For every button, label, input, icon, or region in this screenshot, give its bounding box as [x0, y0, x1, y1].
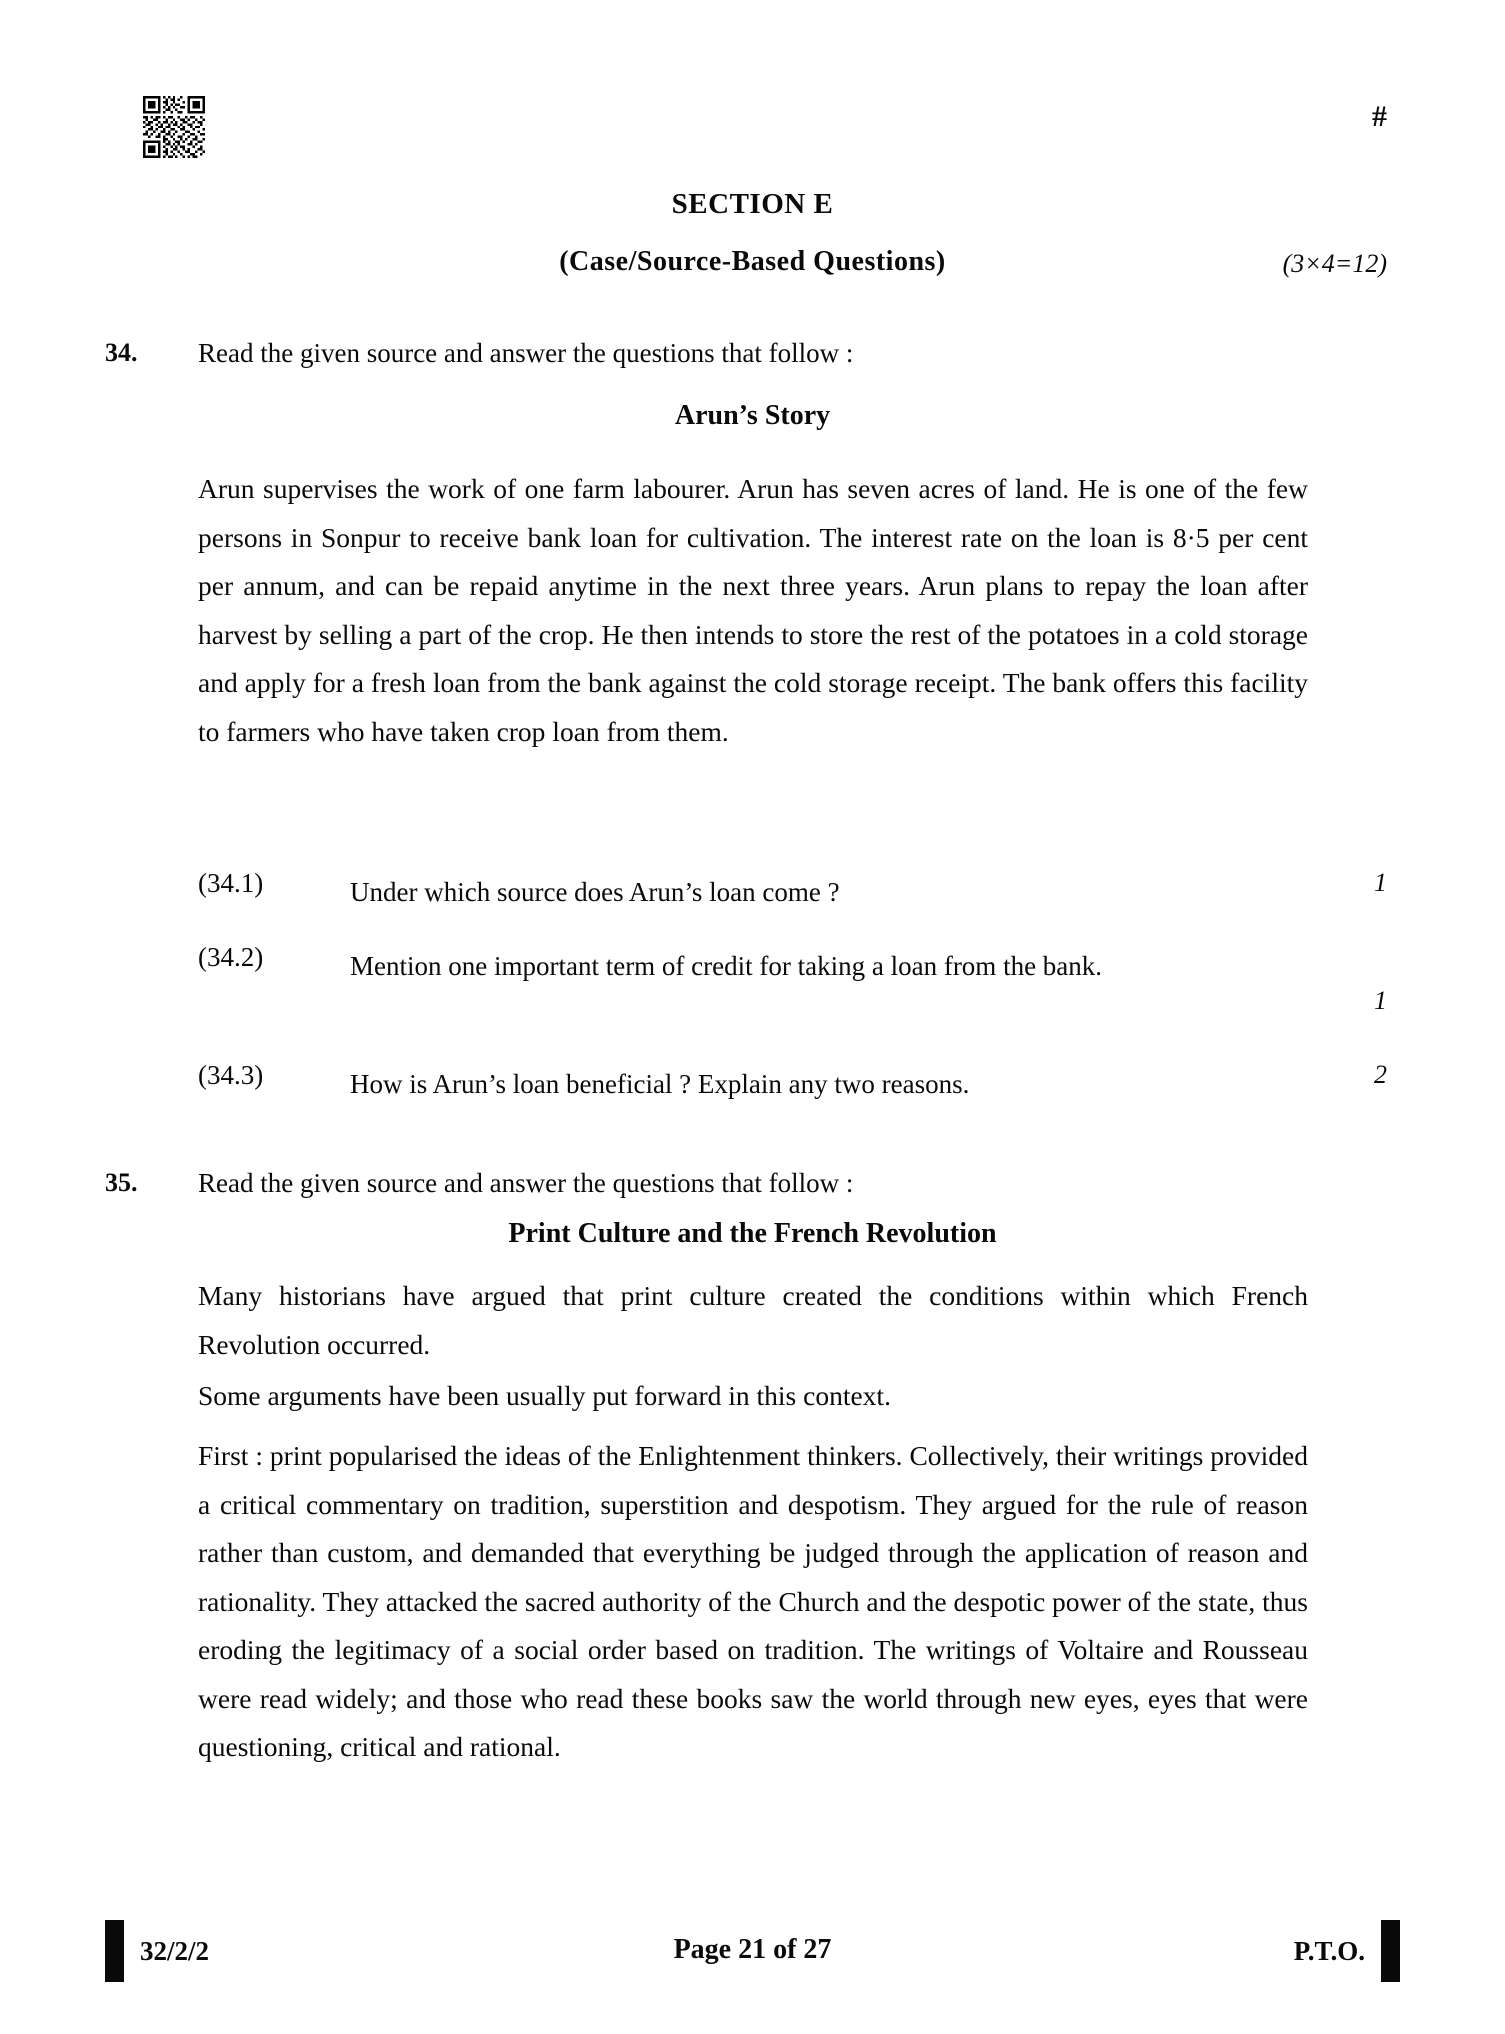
sub-question-34-1-marks: 1: [1374, 868, 1387, 897]
sub-question-34-1-label: (34.1): [198, 868, 264, 898]
question-34-source-title: Arun’s Story: [674, 400, 831, 431]
sub-question-34-3-marks: 2: [1374, 1060, 1387, 1089]
sub-question-34-3-label: (34.3): [198, 1060, 264, 1090]
section-subheading: (Case/Source-Based Questions): [559, 246, 946, 277]
question-34-number: 34.: [105, 338, 138, 367]
question-35-paragraph-2: Some arguments have been usually put forward in this context.: [198, 1380, 891, 1411]
page-header: [0, 96, 1505, 186]
section-heading: SECTION E: [671, 188, 834, 220]
sub-question-34-1-text: Under which source does Arun’s loan come ?: [350, 877, 840, 907]
section-marks: (3×4=12): [1282, 249, 1387, 278]
question-35-paragraph-3: First : print popularised the ideas of the Enlightenment thinkers. Collectively, their writings provided a critical commentary on tradition, superstition and despotism. They argued for the rule of reason rather than custom, and demanded that everything be judged through the application of reason and rationality. They attacked the sacred authority of the Church and the despotic power of the state, thus eroding the legitimacy of a social order based on tradition. The writings of Voltaire and Rousseau were read widely; and those who read these books saw the world through new eyes, eyes that were questioning, critical and rational.: [198, 1440, 1308, 1762]
question-34-stem: Read the given source and answer the questions that follow :: [198, 338, 854, 368]
pto-label: P.T.O.: [1293, 1936, 1365, 1966]
question-35-paragraph-1: Many historians have argued that print culture created the conditions within which French Revolution occurred.: [198, 1280, 1308, 1360]
question-35-stem: Read the given source and answer the questions that follow :: [198, 1168, 854, 1198]
page-footer: [0, 1920, 1505, 1982]
page-number: Page 21 of 27: [673, 1934, 832, 1965]
sub-question-34-2-text: Mention one important term of credit for taking a loan from the bank.: [350, 951, 1103, 981]
qr-code-icon: [143, 96, 205, 158]
question-35-number: 35.: [105, 1168, 138, 1197]
sub-question-34-2-label: (34.2): [198, 942, 264, 972]
question-35-source-title: Print Culture and the French Revolution: [508, 1218, 997, 1249]
sub-question-34-3-text: How is Arun’s loan beneficial ? Explain any two reasons.: [350, 1069, 970, 1099]
hash-mark: #: [1372, 100, 1387, 133]
paper-code: 32/2/2: [140, 1936, 210, 1966]
sub-question-34-2-marks: 1: [1374, 986, 1387, 1015]
question-34-passage: Arun supervises the work of one farm labourer. Arun has seven acres of land. He is one of the few persons in Sonpur to receive bank loan for cultivation. The interest rate on the loan is 8·5 per cent per annum, and can be repaid anytime in the next three years. Arun plans to repay the loan after harvest by selling a part of the crop. He then intends to store the rest of the potatoes in a cold storage and apply for a fresh loan from the bank against the cold storage receipt. The bank offers this facility to farmers who have taken crop loan from them.: [198, 473, 1308, 747]
